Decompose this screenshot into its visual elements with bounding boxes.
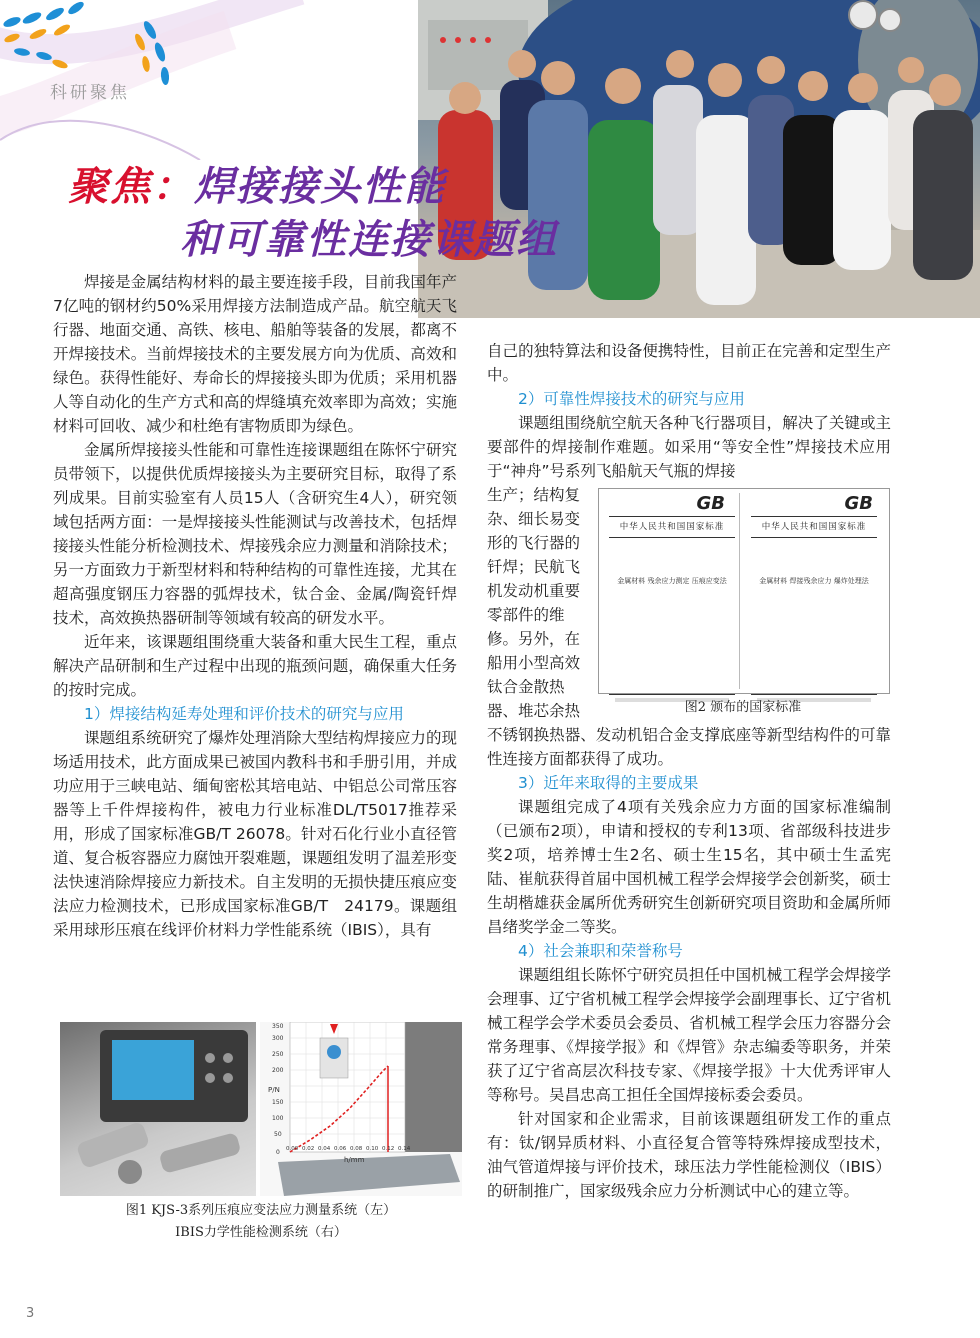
y-tick: 250 bbox=[272, 1051, 284, 1058]
heading-4: 4）社会兼职和荣誉称号 bbox=[518, 942, 683, 960]
figure2 bbox=[598, 488, 890, 694]
paragraph-technique: 课题组系统研究了爆炸处理消除大型结构焊接应力的现场适用技术，此方面成果已被国内教科书和手册引用，并成功应用于三峡电站、缅甸密松其培电站、中铝总公司常压容器等上千件焊接构件，被电力行业标准DL/T5017推荐采用，形成了国家标准GB/T 26078。针对石化行业小直径管道、复合板容器应力腐蚀开裂难题，课题组发明了温差形变法快速消除焊接应力新技术。自主发明的无损快捷压痕应变法应力检测技术，已形成国家标准GB/T 24179。课题组采用球形压痕在线评价材料力学性能系统（IBIS），具有 bbox=[53, 729, 457, 939]
paragraph-recent: 近年来，该课题组围绕重大装备和重大民生工程，重点解决产品研制和生产过程中出现的瓶颈问题，确保重大任务的按时完成。 bbox=[53, 633, 457, 699]
x-tick: 0.04 bbox=[318, 1146, 331, 1152]
kjs3-device-illustration bbox=[60, 1022, 256, 1196]
heading-3: 3）近年来取得的主要成果 bbox=[518, 774, 699, 792]
wrap-line: 杂、细长易变 bbox=[487, 510, 581, 528]
paragraph-group: 金属所焊接接头性能和可靠性连接课题组在陈怀宁研究员带领下，以提供优质焊接接头为主要研究目标，取得了系列成果。目前实验室有人员15人（含研究生4人），研究领域包括两方面：一是焊接接头性能测试与改善技术，包括焊接接头性能分析检测技术、焊接残余应力测量和消除技术；另一方面致力于新型材料和特种结构的可靠性连接，尤其在超高强度钢压力容器的弧焊技术，钛合金、金属/陶瓷钎焊技术，高效换热器研制等领域有较高的研发水平。 bbox=[53, 441, 457, 627]
paragraph-reliability-b: 不锈钢换热器、发动机铝合金支撑底座等新型结构件的可靠性连接方面都获得了成功。 bbox=[487, 726, 891, 768]
title-prefix: 聚焦： bbox=[68, 163, 194, 210]
figure1-kjs3-device-photo bbox=[60, 1022, 256, 1196]
figure2-caption: 图2 颁布的国家标准 bbox=[684, 700, 802, 715]
paragraph-focus: 针对国家和企业需求，目前该课题组研发工作的重点有：钛/钢异质材料、小直径复合管等特殊焊接成型技术，油气管道焊接与评价技术，球压法力学性能检测仪（IBIS）的研制推广，国家级残余应力分析测试中心的建立等。 bbox=[487, 1110, 891, 1200]
heading-1: 1）焊接结构延寿处理和评价技术的研究与应用 bbox=[84, 705, 404, 723]
x-tick: 0.10 bbox=[366, 1146, 379, 1152]
wrap-line: 形的飞行器的 bbox=[487, 534, 581, 552]
y-tick: 50 bbox=[274, 1131, 282, 1138]
wrap-line: 零部件的维 bbox=[487, 606, 565, 624]
x-tick: 0.06 bbox=[334, 1146, 347, 1152]
left-column bbox=[53, 270, 457, 942]
chart-ylabel: P/N bbox=[268, 1086, 280, 1094]
chart-xlabel: h/mm bbox=[344, 1156, 365, 1164]
wrap-line: 机发动机重要 bbox=[487, 582, 581, 600]
article-title-line1 bbox=[68, 155, 446, 212]
wrap-line: 钛合金散热 bbox=[487, 678, 565, 696]
x-tick: 0.12 bbox=[382, 1146, 395, 1152]
right-column-bottom bbox=[487, 723, 891, 1203]
standard-doc-right bbox=[747, 493, 881, 689]
paragraph-continued: 自己的独特算法和设备便携特性，目前正在完善和定型生产中。 bbox=[487, 342, 891, 384]
x-tick: 0.14 bbox=[398, 1146, 411, 1152]
ibis-chart bbox=[260, 1022, 462, 1196]
gb-logo-right: GB bbox=[844, 493, 873, 514]
y-tick: 100 bbox=[272, 1115, 284, 1122]
standard-doc-left bbox=[605, 493, 740, 689]
y-tick: 150 bbox=[272, 1099, 284, 1106]
figure1-caption-line2: IBIS力学性能检测系统（右） bbox=[175, 1225, 347, 1240]
figure1 bbox=[60, 1022, 462, 1196]
paragraph-achievements: 课题组完成了4项有关残余应力方面的国家标准编制（已颁布2项），申请和授权的专利13项、省部级科技进步奖2项，培养博士生2名、硕士生15名，其中硕士生孟宪陆、崔航获得首届中国机械工程学会焊接学会创新奖，硕士生胡楷雄获金属所优秀研究生创新研究项目资助和金属所师昌绪奖学金二等奖。 bbox=[487, 798, 891, 936]
paragraph-honors: 课题组组长陈怀宁研究员担任中国机械工程学会焊接学会理事、辽宁省机械工程学会焊接学会副理事长、辽宁省机械工程学会学术委员会委员、省机械工程学会压力容器分会常务理事、《焊接学报》和《焊管》杂志编委等职务，并荣获了辽宁省高层次科技专家、《焊接学报》十大优秀评审人等称号。吴昌忠高工担任全国焊接标委会委员。 bbox=[487, 966, 891, 1104]
right-column-wrap bbox=[487, 483, 591, 723]
section-tag: 科研聚焦 bbox=[50, 83, 130, 103]
paragraph-reliability-a: 课题组围绕航空航天各种飞行器项目，解决了关键或主要部件的焊接制作难题。如采用“等安全性”焊接技术应用于“神舟”号系列飞船航天气瓶的焊接 bbox=[487, 414, 891, 480]
doc-left-title: 金属材料 残余应力测定 压痕应变法 bbox=[617, 577, 727, 585]
y-tick: 350 bbox=[272, 1023, 284, 1030]
figure1-caption-line1: 图1 KJS-3系列压痕应变法应力测量系统（左） bbox=[125, 1203, 397, 1218]
figure1-ibis-panel bbox=[260, 1022, 462, 1196]
y-tick: 200 bbox=[272, 1067, 284, 1074]
doc-left-header: 中华人民共和国国家标准 bbox=[619, 522, 725, 532]
group-photo bbox=[418, 0, 980, 318]
article-title-line2: 和可靠性连接课题组 bbox=[180, 216, 558, 263]
x-tick: 0.00 bbox=[286, 1146, 299, 1152]
title-main: 焊接接头性能 bbox=[194, 163, 446, 210]
wrap-line: 器、堆芯余热 bbox=[487, 702, 581, 720]
heading-2: 2）可靠性焊接技术的研究与应用 bbox=[518, 390, 745, 408]
y-tick: 300 bbox=[272, 1035, 284, 1042]
doc-right-title: 金属材料 焊接残余应力 爆炸处理法 bbox=[759, 577, 869, 585]
y-tick: 0 bbox=[276, 1149, 280, 1156]
paragraph-intro: 焊接是金属结构材料的最主要连接手段，目前我国年产7亿吨的钢材约50%采用焊接方法制造成产品。航空航天飞行器、地面交通、高铁、核电、船舶等装备的发展，都离不开焊接技术。当前焊接技术的主要发展方向为优质、高效和绿色。获得性能好、寿命长的焊接接头即为优质；采用机器人等自动化的生产方式和高的焊缝填充效率即为高效；实施材料可回收、减少和杜绝有害物质即为绿色。 bbox=[53, 273, 457, 435]
wrap-line: 修。另外，在 bbox=[487, 630, 581, 648]
figure1-caption bbox=[60, 1200, 462, 1244]
wrap-line: 船用小型高效 bbox=[487, 654, 581, 672]
right-column-top bbox=[487, 339, 891, 483]
group-photo-illustration bbox=[418, 0, 980, 318]
gb-logo-left: GB bbox=[696, 493, 725, 514]
doc-right-header: 中华人民共和国国家标准 bbox=[761, 522, 867, 532]
x-tick: 0.02 bbox=[302, 1146, 315, 1152]
wrap-line: 生产；结构复 bbox=[487, 486, 581, 504]
x-tick: 0.08 bbox=[350, 1146, 363, 1152]
page-number: 3 bbox=[26, 1306, 35, 1321]
wrap-line: 钎焊；民航飞 bbox=[487, 558, 581, 576]
